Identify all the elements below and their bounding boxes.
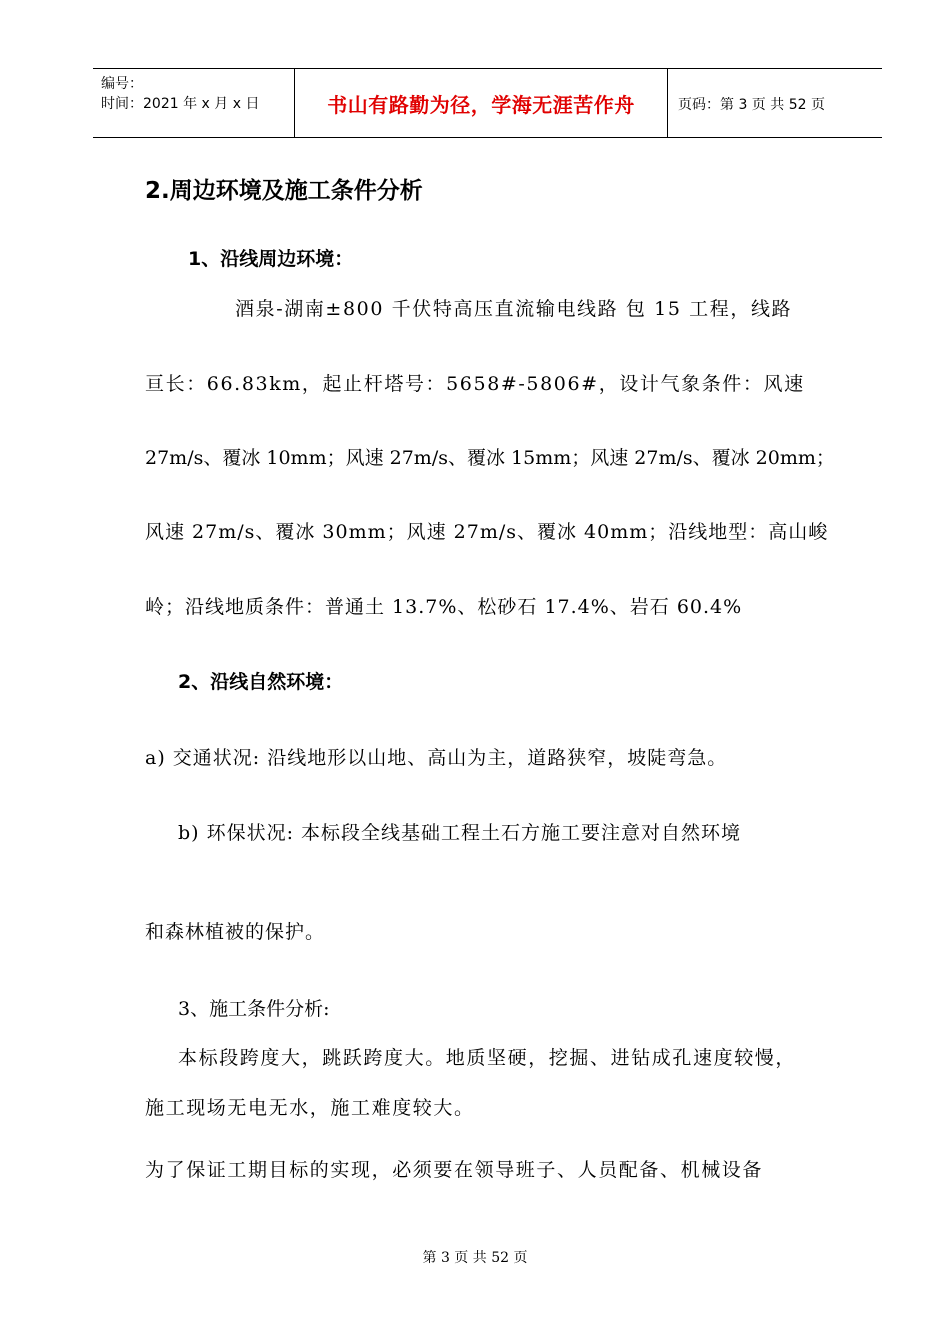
paragraph-line: 亘长：66.83km，起止杆塔号：5658#-5806#，设计气象条件：风速: [145, 373, 805, 395]
page-header: [93, 68, 882, 138]
paragraph-line: 为了保证工期目标的实现，必须要在领导班子、人员配备、机械设备: [145, 1159, 764, 1181]
paragraph-line: 岭；沿线地质条件：普通土 13.7%、松砂石 17.4%、岩石 60.4%: [145, 596, 743, 618]
paragraph-line: 本标段跨度大，跳跃跨度大。地质坚硬，挖掘、进钻成孔速度较慢，: [178, 1047, 797, 1069]
paragraph-line: 和森林植被的保护。: [145, 921, 326, 943]
header-page-label: 页码：第 3 页 共 52 页: [678, 97, 825, 113]
motto-text: 书山有路勤为径，学海无涯苦作舟: [327, 93, 635, 117]
paragraph-line: 酒泉-湖南±800 千伏特高压直流输电线路 包 15 工程，线路: [235, 298, 793, 320]
section-heading: 2.周边环境及施工条件分析: [145, 178, 423, 204]
number-label: 编号：: [101, 76, 143, 92]
paragraph-line: b) 环保状况: 本标段全线基础工程土石方施工要注意对自然环境: [178, 822, 742, 844]
paragraph-line: 施工现场无电无水，施工难度较大。: [145, 1097, 475, 1119]
subsection-3-heading: 3、施工条件分析:: [178, 998, 330, 1020]
paragraph-line: 风速 27m/s、覆冰 30mm；风速 27m/s、覆冰 40mm；沿线地型：高山峻: [145, 521, 829, 543]
header-info-cell: [93, 69, 294, 137]
paragraph-line: a) 交通状况: 沿线地形以山地、高山为主，道路狭窄，坡陡弯急。: [145, 747, 728, 769]
subsection-1-heading: 1、沿线周边环境：: [188, 248, 354, 270]
page-footer: 第 3 页 共 52 页: [422, 1250, 528, 1266]
subsection-2-heading: 2、沿线自然环境：: [178, 671, 344, 693]
time-label: 时间：2021 年 x 月 x 日: [101, 96, 260, 112]
header-page-cell: [668, 69, 882, 137]
header-motto-cell: [294, 69, 668, 137]
paragraph-line: 27m/s、覆冰 10mm；风速 27m/s、覆冰 15mm；风速 27m/s、覆冰 20mm；: [145, 447, 835, 469]
